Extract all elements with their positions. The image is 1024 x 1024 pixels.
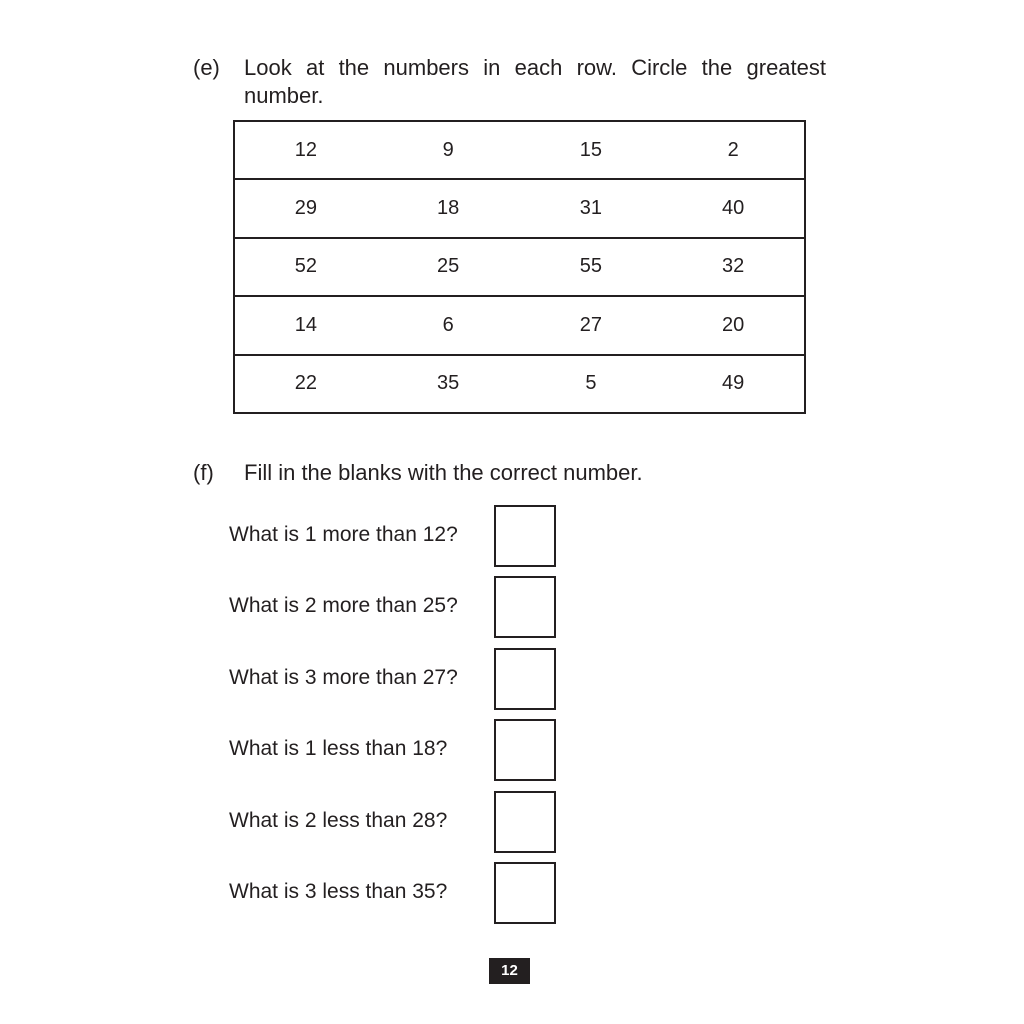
answer-box[interactable] xyxy=(494,862,556,924)
fill-blank-item xyxy=(229,505,559,565)
answer-box[interactable] xyxy=(494,791,556,853)
fill-blank-item xyxy=(229,576,559,636)
table-row xyxy=(234,179,805,237)
fill-blank-item xyxy=(229,719,559,779)
question-f-label: (f) xyxy=(193,460,214,485)
number-cell[interactable]: 25 xyxy=(377,238,520,296)
answer-box[interactable] xyxy=(494,505,556,567)
number-cell[interactable]: 29 xyxy=(234,179,377,237)
table-row xyxy=(234,296,805,354)
number-cell[interactable]: 15 xyxy=(579,138,602,161)
number-cell[interactable]: 12 xyxy=(294,138,317,161)
numbers-table xyxy=(233,120,806,414)
blank-question-text: What is 1 more than 12? xyxy=(229,523,458,546)
table-row xyxy=(234,121,805,179)
fill-blank-item xyxy=(229,648,559,708)
number-cell[interactable]: 2 xyxy=(727,138,739,161)
number-cell[interactable]: 20 xyxy=(662,296,805,354)
answer-box[interactable] xyxy=(494,576,556,638)
answer-box[interactable] xyxy=(494,719,556,781)
number-cell[interactable]: 31 xyxy=(520,179,663,237)
number-cell[interactable]: 55 xyxy=(520,238,663,296)
number-cell[interactable]: 22 xyxy=(234,355,377,413)
question-f-instruction: Fill in the blanks with the correct number. xyxy=(244,460,643,485)
blank-question-text: What is 1 less than 18? xyxy=(229,737,448,760)
number-cell[interactable]: 32 xyxy=(662,238,805,296)
blank-question-text: What is 3 less than 35? xyxy=(229,880,448,903)
number-cell[interactable]: 5 xyxy=(520,355,663,413)
blank-question-text: What is 2 less than 28? xyxy=(229,809,448,832)
blank-question-text: What is 3 more than 27? xyxy=(229,666,458,689)
question-e-instruction: Look at the numbers in each row. Circle the greatest number. xyxy=(244,55,826,108)
fill-blank-item xyxy=(229,862,559,922)
question-e-label: (e) xyxy=(193,55,220,80)
number-cell[interactable]: 52 xyxy=(234,238,377,296)
number-cell[interactable]: 40 xyxy=(662,179,805,237)
blank-question-text: What is 2 more than 25? xyxy=(229,594,458,617)
fill-blank-item xyxy=(229,791,559,851)
number-cell[interactable]: 18 xyxy=(377,179,520,237)
answer-box[interactable] xyxy=(494,648,556,710)
number-cell[interactable]: 27 xyxy=(520,296,663,354)
number-cell[interactable]: 6 xyxy=(377,296,520,354)
number-cell[interactable]: 9 xyxy=(442,138,454,161)
table-row xyxy=(234,238,805,296)
number-cell[interactable]: 14 xyxy=(234,296,377,354)
number-cell[interactable]: 35 xyxy=(377,355,520,413)
table-row xyxy=(234,355,805,413)
number-cell[interactable]: 49 xyxy=(662,355,805,413)
page-number: 12 xyxy=(489,958,530,984)
